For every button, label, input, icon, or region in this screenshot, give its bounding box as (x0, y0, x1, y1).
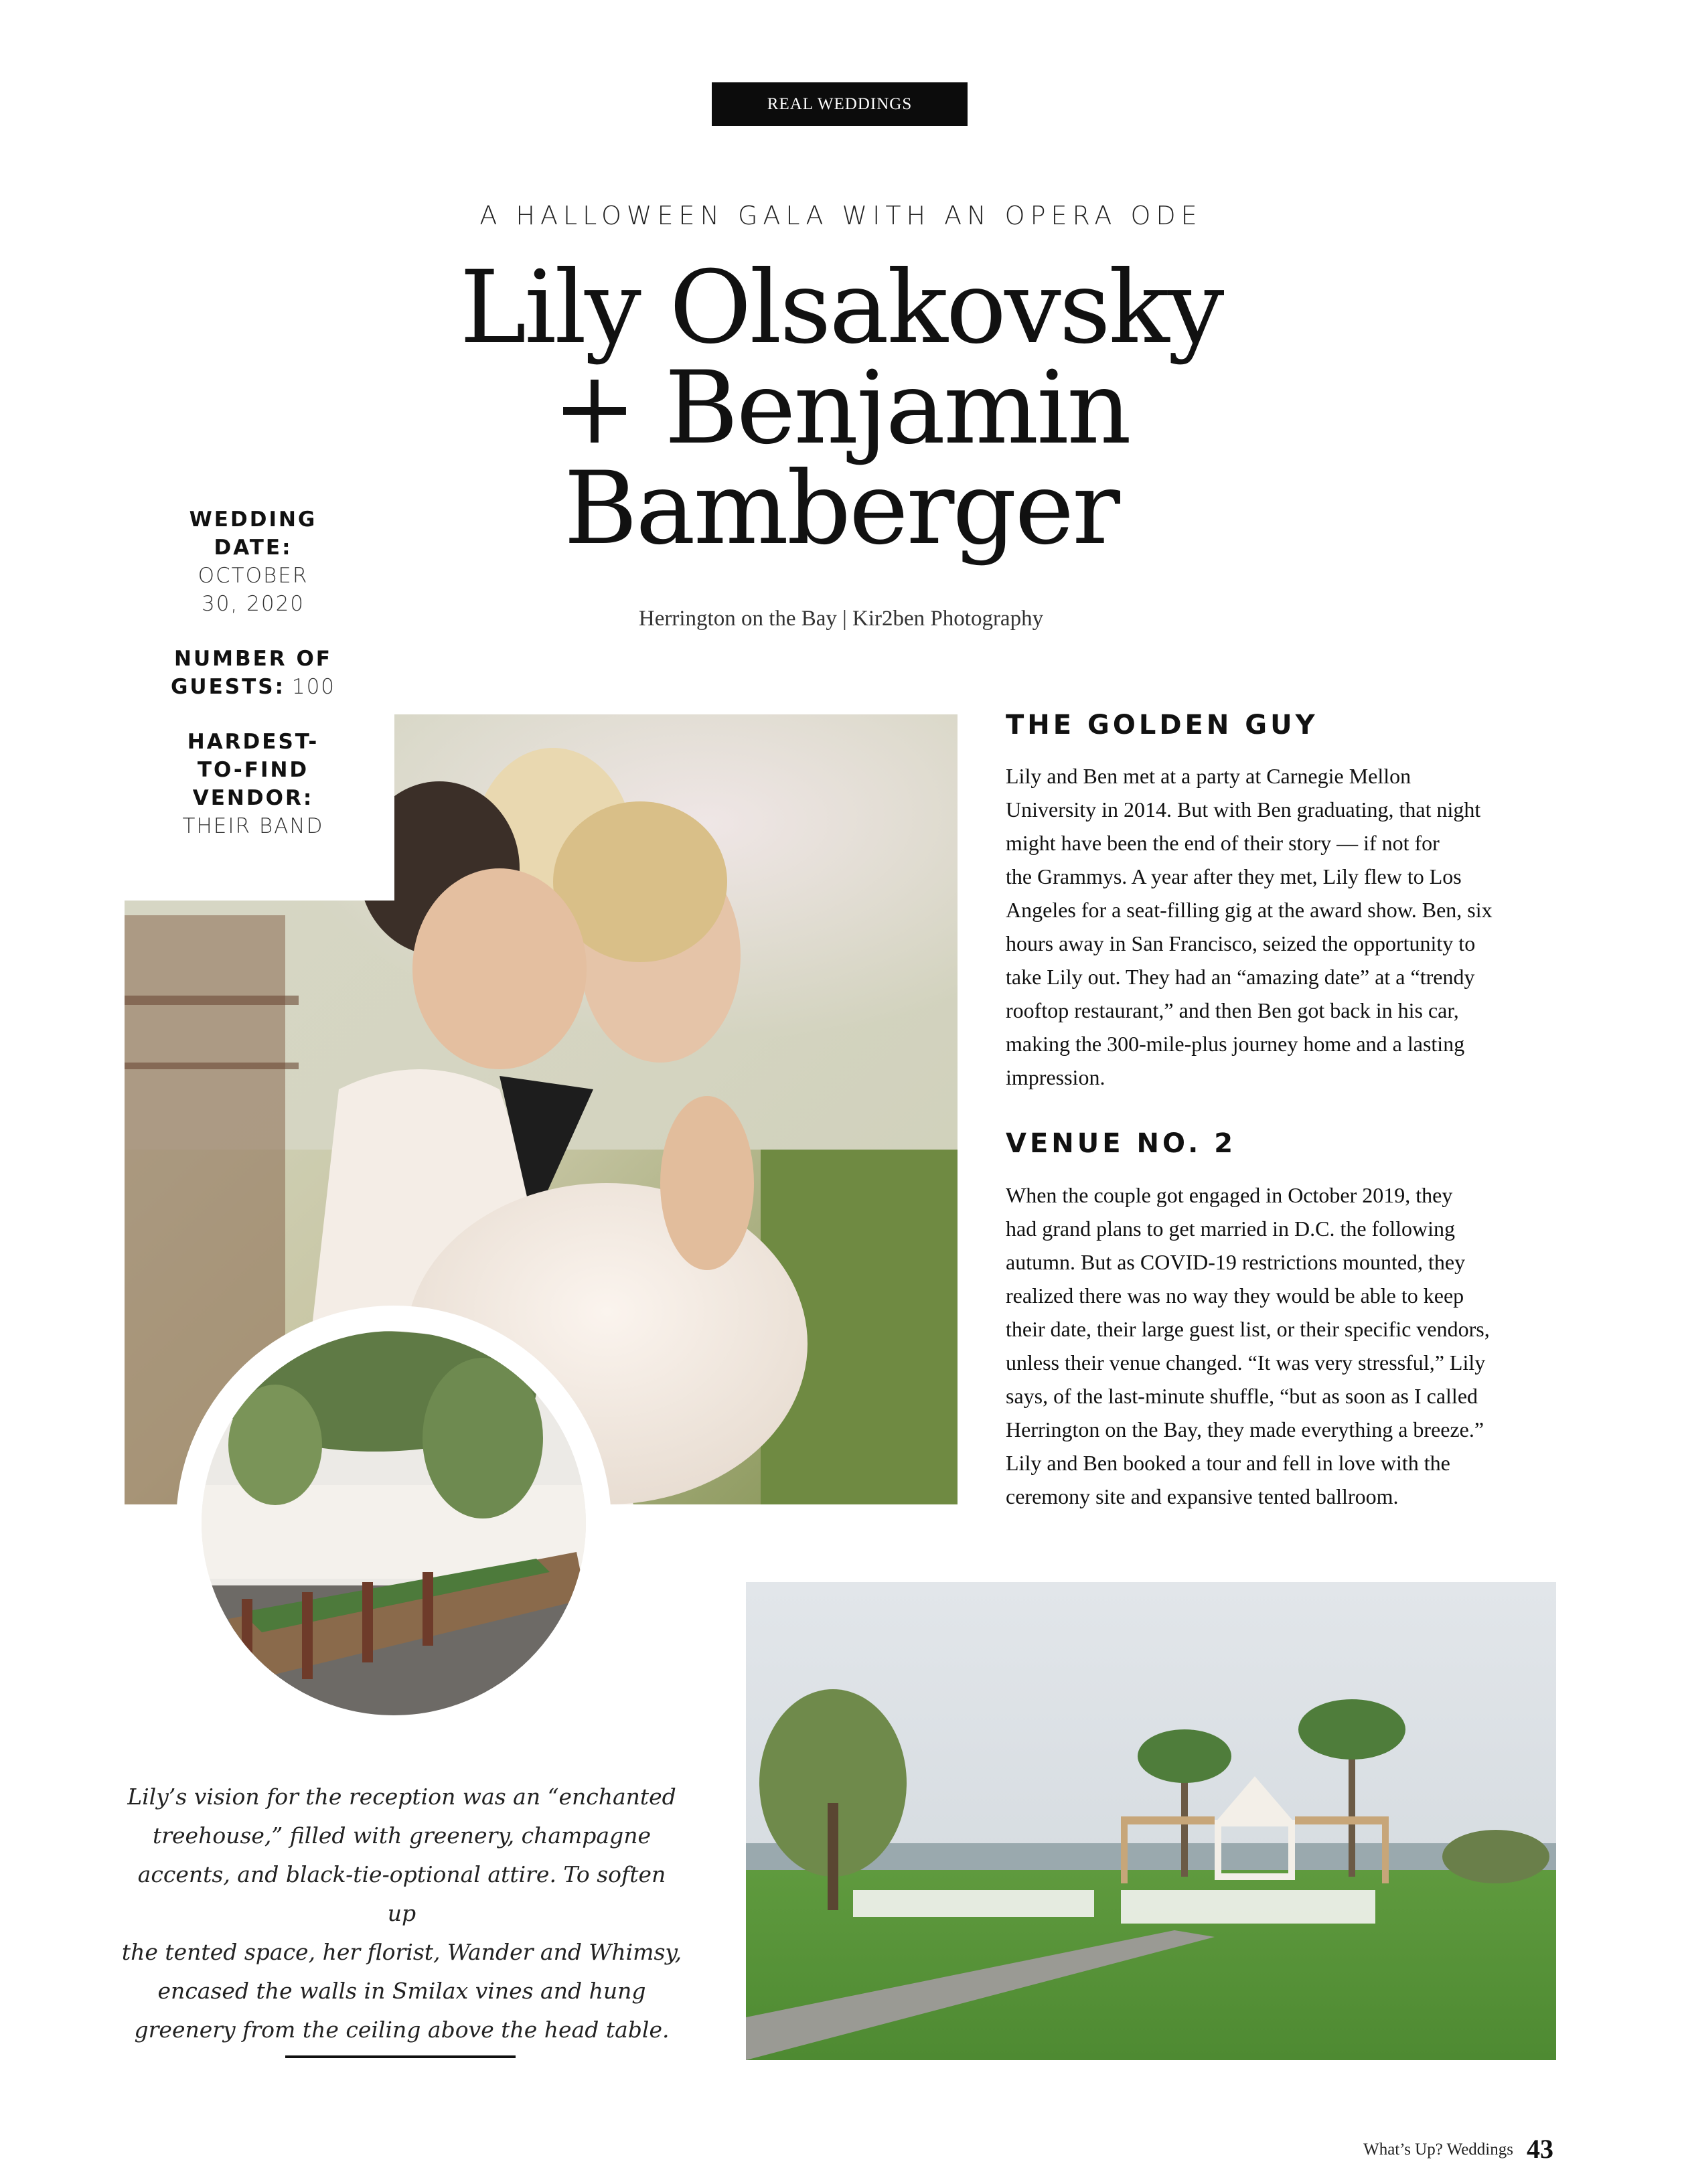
fact-label: GUESTS: (170, 675, 285, 699)
story-kicker: A HALLOWEEN GALA WITH AN OPERA ODE (479, 201, 1203, 230)
article-section-golden-guy (1006, 759, 1561, 1094)
reception-photo (202, 1331, 586, 1715)
fact-label: HARDEST- (187, 730, 319, 754)
caption-line: the tented space, her florist, Wander and Whimsy, (121, 1939, 682, 1965)
body-line: making the 300-mile-plus journey home and a lasting (1006, 1032, 1465, 1056)
title-line: Lily Olsakovsky (459, 250, 1223, 366)
body-line: says, of the last-minute shuffle, “but as soon as I called (1006, 1384, 1478, 1408)
fact-value: THEIR BAND (182, 814, 324, 838)
body-line: ceremony site and expansive tented ballroom. (1006, 1484, 1399, 1508)
caption-line: Lily’s vision for the reception was an “enchanted (127, 1784, 676, 1810)
fact-wedding-date (153, 505, 354, 618)
body-line: Lily and Ben booked a tour and fell in love with the (1006, 1451, 1450, 1475)
section-heading: VENUE NO. 2 (1006, 1128, 1237, 1159)
fact-vendor (153, 728, 354, 840)
body-line: autumn. But as COVID-19 restrictions mounted, they (1006, 1250, 1466, 1274)
body-line: University in 2014. But with Ben graduating, that night (1006, 797, 1481, 822)
reception-caption (121, 1778, 683, 2049)
fact-label: TO-FIND (197, 758, 309, 782)
caption-line: treehouse,” filled with greenery, champagne (152, 1822, 651, 1849)
fact-label: DATE: (214, 536, 293, 560)
body-line: take Lily out. They had an “amazing date” at a “trendy (1006, 965, 1475, 989)
title-line: Bamberger (564, 451, 1118, 567)
body-line: the Grammys. A year after they met, Lily flew to Los (1006, 864, 1462, 888)
reception-photo-illustration (202, 1331, 586, 1715)
fact-value: OCTOBER (198, 564, 309, 588)
body-line: rooftop restaurant,” and then Ben got back in his car, (1006, 998, 1459, 1022)
body-line: impression. (1006, 1065, 1105, 1089)
fact-label: WEDDING (189, 508, 317, 532)
title-line: + Benjamin (552, 350, 1130, 467)
body-line: unless their venue changed. “It was very stressful,” Lily (1006, 1350, 1486, 1375)
wedding-facts (153, 505, 354, 867)
caption-rule (285, 2055, 516, 2058)
page-number: 43 (1527, 2134, 1553, 2164)
body-line: Angeles for a seat-filling gig at the award show. Ben, six (1006, 898, 1493, 922)
body-line: might have been the end of their story — if not for (1006, 831, 1440, 855)
body-line: realized there was no way they would be able to keep (1006, 1283, 1464, 1308)
section-heading: THE GOLDEN GUY (1006, 710, 1318, 740)
body-line: their date, their large guest list, or their specific vendors, (1006, 1317, 1490, 1341)
body-line: When the couple got engaged in October 2019, they (1006, 1183, 1453, 1207)
fact-value: 100 (291, 675, 336, 699)
fact-value: 30, 2020 (201, 592, 305, 616)
photo-credit: Herrington on the Bay | Kir2ben Photography (638, 607, 1044, 631)
caption-line: accents, and black-tie-optional attire. To soften up (137, 1861, 666, 1926)
ceremony-site-illustration (746, 1582, 1556, 2060)
fact-guests (153, 645, 354, 701)
body-line: had grand plans to get married in D.C. the following (1006, 1217, 1455, 1241)
caption-line: greenery from the ceiling above the head table. (134, 2017, 670, 2043)
section-tag: REAL WEDDINGS (712, 82, 968, 126)
story-title (375, 250, 1307, 567)
fact-label: VENDOR: (192, 786, 314, 810)
fact-label: NUMBER OF (174, 647, 332, 671)
caption-line: encased the walls in Smilax vines and hung (157, 1978, 646, 2004)
publication-name: What’s Up? Weddings (1363, 2140, 1513, 2159)
body-line: Lily and Ben met at a party at Carnegie Mellon (1006, 764, 1411, 788)
article-section-venue (1006, 1178, 1561, 1513)
body-line: Herrington on the Bay, they made everything a breeze.” (1006, 1417, 1484, 1441)
ceremony-site-photo (746, 1582, 1556, 2060)
reception-photo-frame (176, 1306, 611, 1741)
body-line: hours away in San Francisco, seized the opportunity to (1006, 931, 1476, 955)
